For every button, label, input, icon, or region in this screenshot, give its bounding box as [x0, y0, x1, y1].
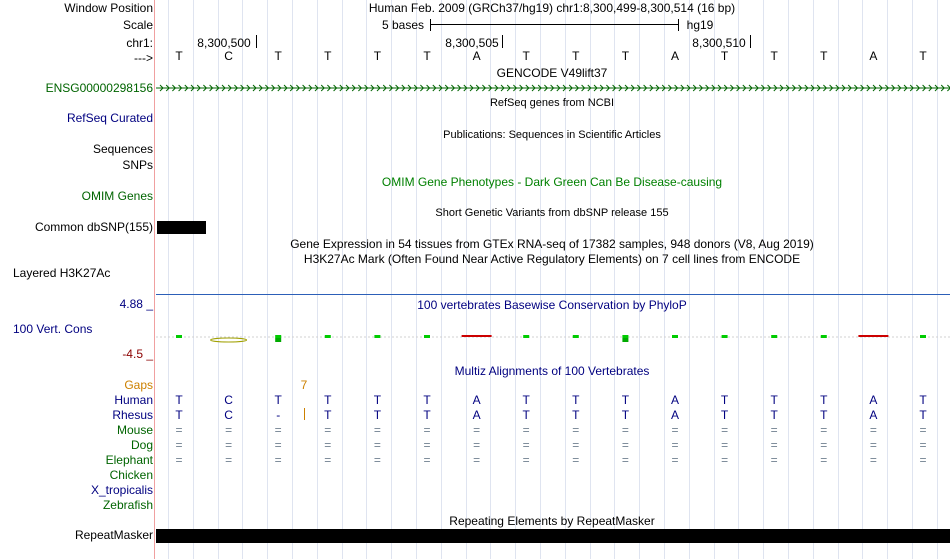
base-letter: T	[175, 49, 183, 63]
phylop-mark	[325, 335, 331, 338]
alignment-base: C	[224, 408, 233, 422]
phylop-track-label[interactable]: 100 Vert. Cons	[13, 322, 93, 336]
alignment-base: =	[621, 423, 629, 437]
base-letter: T	[423, 49, 431, 63]
alignment-base: T	[373, 408, 382, 422]
alignment-base: =	[175, 453, 183, 467]
species-label-rhesus[interactable]: Rhesus	[112, 408, 153, 422]
alignment-base: =	[225, 438, 233, 452]
alignment-base: =	[522, 453, 530, 467]
gtex-track-title: Gene Expression in 54 tissues from GTEx RNA-seq of 17382 samples, 948 donors (V8, Aug 2019)	[290, 237, 814, 251]
species-label-x_tropicalis[interactable]: X_tropicalis	[90, 483, 153, 497]
base-letter: T	[373, 49, 382, 63]
sequences-track-label[interactable]: Sequences	[92, 142, 153, 156]
alignment-base: T	[373, 393, 382, 407]
alignment-base: =	[671, 423, 679, 437]
alignment-base: =	[274, 453, 282, 467]
base-letter: T	[621, 49, 630, 63]
alignment-base: T	[919, 393, 927, 407]
h3k27ac-track-label[interactable]: Layered H3K27Ac	[13, 266, 111, 280]
phylop-mark	[275, 338, 281, 342]
alignment-base: =	[522, 423, 530, 437]
alignment-base: T	[919, 408, 927, 422]
species-label-zebrafish[interactable]: Zebrafish	[102, 498, 153, 512]
base-letter: T	[572, 49, 580, 63]
alignment-base: =	[671, 438, 679, 452]
species-label-chicken[interactable]: Chicken	[109, 468, 153, 482]
alignment-base: =	[820, 438, 828, 452]
phylop-mark	[275, 335, 281, 338]
alignment-base: =	[919, 423, 927, 437]
publications-track-title: Publications: Sequences in Scientific Articles	[443, 129, 661, 141]
alignment-base: T	[820, 408, 828, 422]
species-label-dog[interactable]: Dog	[130, 438, 153, 452]
alignment-base: T	[720, 393, 729, 407]
coord-2: 8,300,505	[445, 36, 499, 50]
alignment-base: A	[472, 393, 481, 407]
strand-arrow-label: --->	[134, 51, 153, 65]
gencode-gene-label[interactable]: ENSG00000298156	[45, 81, 153, 95]
alignment-base: =	[721, 453, 729, 467]
alignment-base: -	[276, 408, 281, 422]
alignment-base: =	[225, 423, 233, 437]
phylop-min-label: -4.5 _	[122, 347, 153, 361]
alignment-base: T	[423, 408, 431, 422]
alignment-base: T	[522, 393, 530, 407]
phylop-mark	[821, 335, 827, 338]
alignment-base: T	[423, 393, 431, 407]
base-letter: A	[670, 49, 679, 63]
alignment-base: =	[274, 423, 282, 437]
alignment-base: T	[324, 408, 332, 422]
alignment-base: =	[621, 453, 629, 467]
alignment-base: =	[869, 423, 877, 437]
alignment-base: =	[721, 438, 729, 452]
gaps-label: Gaps	[124, 378, 153, 392]
repeatmasker-track-label[interactable]: RepeatMasker	[74, 528, 153, 542]
base-letter: T	[919, 49, 927, 63]
alignment-base: =	[225, 453, 233, 467]
phylop-mark	[920, 335, 926, 338]
alignment-base: =	[324, 438, 332, 452]
window-position-label: Window Position	[64, 1, 153, 15]
base-letter: T	[720, 49, 729, 63]
scale-text: 5 bases	[381, 18, 425, 32]
alignment-base: T	[324, 393, 332, 407]
phylop-mark	[622, 335, 628, 338]
alignment-base: =	[274, 438, 282, 452]
phylop-marks	[176, 335, 926, 342]
phylop-mark	[771, 335, 777, 338]
scale-label: Scale	[122, 18, 153, 32]
phylop-mark	[573, 335, 579, 338]
alignment-base: =	[373, 438, 381, 452]
species-label-elephant[interactable]: Elephant	[105, 453, 153, 467]
phylop-mark	[523, 335, 529, 338]
alignment-base: =	[919, 453, 927, 467]
alignment-base: T	[621, 393, 630, 407]
alignment-base: =	[721, 423, 729, 437]
snps-track-label[interactable]: SNPs	[122, 158, 153, 172]
chrom-label: chr1:	[126, 36, 153, 50]
alignment-base: =	[423, 438, 431, 452]
alignment-base: =	[373, 453, 381, 467]
base-letter: T	[274, 49, 282, 63]
alignment-base: =	[473, 438, 481, 452]
phylop-mark	[211, 338, 247, 342]
alignment-base: =	[473, 423, 481, 437]
alignment-base: =	[175, 438, 183, 452]
phylop-mark	[374, 335, 380, 338]
omim-track-title: OMIM Gene Phenotypes - Dark Green Can Be Disease-causing	[381, 175, 723, 189]
alignment-base: T	[770, 408, 778, 422]
gap-count: 7	[300, 378, 308, 392]
base-letter: A	[869, 49, 878, 63]
alignment-base: =	[671, 453, 679, 467]
alignment-base: =	[621, 438, 629, 452]
alignment-base: =	[473, 453, 481, 467]
alignment-base: =	[572, 423, 580, 437]
alignment-base: =	[423, 453, 431, 467]
alignment-base: T	[820, 393, 828, 407]
phylop-mark	[424, 335, 430, 338]
alignment-base: =	[572, 438, 580, 452]
coord-1: 8,300,500	[197, 36, 251, 50]
alignment-base: T	[621, 408, 630, 422]
alignment-base: =	[869, 453, 877, 467]
dbsnp-track-label[interactable]: Common dbSNP(155)	[34, 220, 153, 234]
alignment-base: A	[670, 408, 679, 422]
alignment-base: =	[770, 453, 778, 467]
alignment-base: =	[175, 423, 183, 437]
alignment-base: =	[572, 453, 580, 467]
alignment-base: =	[770, 423, 778, 437]
alignment-base: C	[224, 393, 233, 407]
assembly-text: hg19	[686, 18, 714, 32]
phylop-mark	[462, 335, 492, 337]
refseq-track-label[interactable]: RefSeq Curated	[66, 111, 153, 125]
phylop-track-title: 100 vertebrates Basewise Conservation by PhyloP	[417, 298, 687, 312]
species-label-mouse[interactable]: Mouse	[116, 423, 153, 437]
alignment-base: =	[820, 423, 828, 437]
phylop-mark	[722, 335, 728, 338]
alignment-base: A	[869, 408, 878, 422]
alignment-base: T	[175, 408, 183, 422]
phylop-mark	[672, 335, 678, 338]
phylop-mark	[176, 335, 182, 338]
base-letter: A	[472, 49, 481, 63]
alignment-base: T	[572, 393, 580, 407]
base-letter: T	[522, 49, 530, 63]
gencode-track-title: GENCODE V49lift37	[496, 66, 608, 80]
dbsnp-track-title: Short Genetic Variants from dbSNP release 155	[435, 207, 669, 219]
species-label-human[interactable]: Human	[114, 393, 153, 407]
base-letter: T	[820, 49, 828, 63]
refseq-track-title: RefSeq genes from NCBI	[489, 97, 615, 109]
base-letter: T	[324, 49, 332, 63]
alignment-base: =	[820, 453, 828, 467]
alignment-base: =	[770, 438, 778, 452]
alignment-base: T	[274, 393, 282, 407]
alignment-base: T	[572, 408, 580, 422]
alignment-base: T	[522, 408, 530, 422]
h3k27ac-track-title: H3K27Ac Mark (Often Found Near Active Regulatory Elements) on 7 cell lines from ENCODE	[303, 252, 801, 266]
coord-3: 8,300,510	[692, 36, 746, 50]
alignment-base: =	[522, 438, 530, 452]
base-letter: T	[770, 49, 778, 63]
alignment-base: =	[324, 453, 332, 467]
window-position-text: Human Feb. 2009 (GRCh37/hg19) chr1:8,300,499-8,300,514 (16 bp)	[368, 1, 736, 15]
alignment-base: =	[324, 423, 332, 437]
alignment-base: =	[869, 438, 877, 452]
omim-track-label[interactable]: OMIM Genes	[81, 189, 153, 203]
alignment-base: =	[423, 423, 431, 437]
alignment-base: T	[720, 408, 729, 422]
alignment-base: T	[175, 393, 183, 407]
alignment-base: =	[919, 438, 927, 452]
alignment-base: A	[869, 393, 878, 407]
repeatmasker-track-title: Repeating Elements by RepeatMasker	[449, 514, 655, 528]
base-letter: C	[224, 49, 233, 63]
alignment-base: A	[472, 408, 481, 422]
multiz-track-title: Multiz Alignments of 100 Vertebrates	[454, 364, 650, 378]
phylop-max-label: 4.88 _	[119, 297, 153, 311]
alignment-base: =	[373, 423, 381, 437]
alignment-base: T	[770, 393, 778, 407]
alignment-base: A	[670, 393, 679, 407]
phylop-mark	[858, 335, 888, 337]
phylop-mark	[622, 338, 628, 342]
